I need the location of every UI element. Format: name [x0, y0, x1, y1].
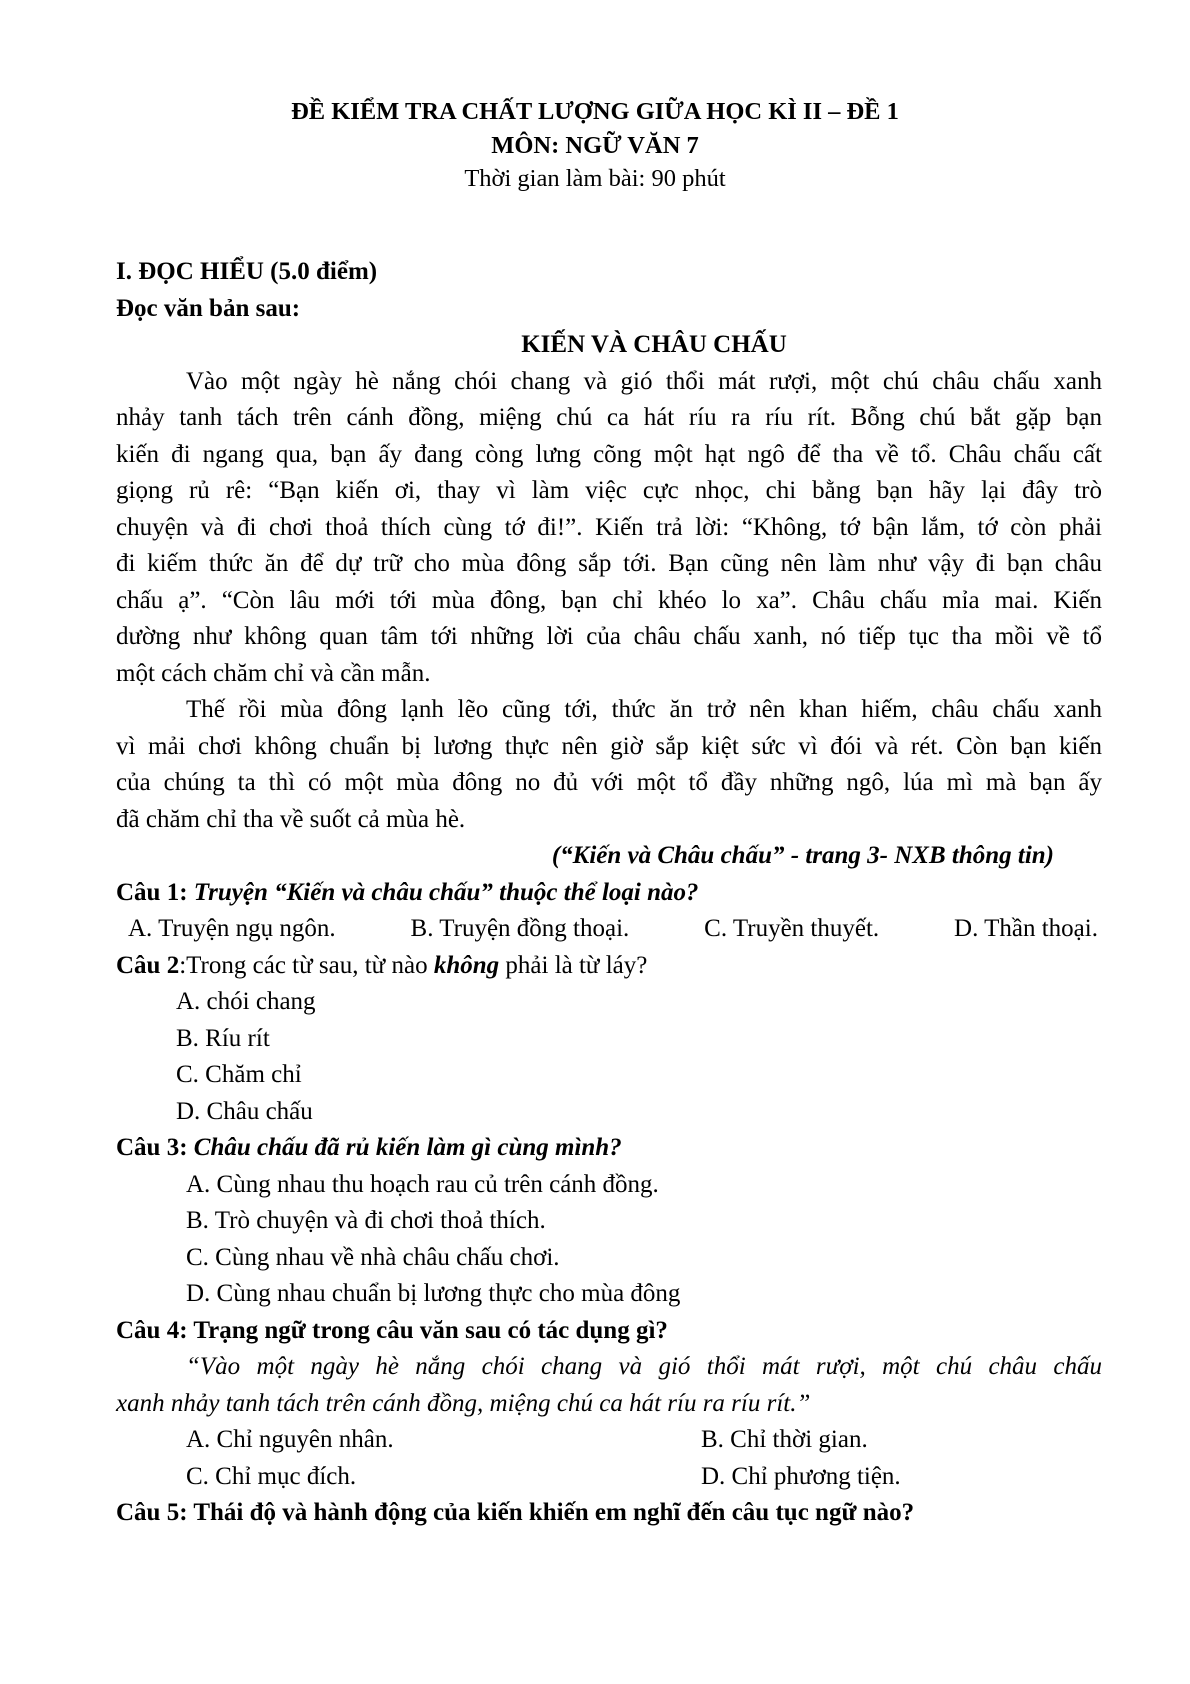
- question-2-text-after: phải là từ láy?: [499, 951, 648, 979]
- question-4-options-row-1: [116, 1422, 1102, 1459]
- question-2-label: Câu 2: [116, 951, 180, 979]
- question-1-label: Câu 1:: [116, 878, 188, 906]
- option-a: A. Cùng nhau thu hoạch rau củ trên cánh đồng.: [186, 1170, 659, 1198]
- question-5: Câu 5: Thái độ và hành động của kiến khiến em nghĩ đến câu tục ngữ nào?: [116, 1499, 915, 1526]
- option-a: A. chói chang: [176, 988, 316, 1015]
- question-2-emphasis: không: [433, 951, 500, 979]
- question-4-options-row-2: [116, 1459, 1102, 1496]
- option-c: C. Chỉ mục đích.: [186, 1462, 357, 1490]
- option-b: B. Trò chuyện và đi chơi thoả thích.: [186, 1207, 546, 1234]
- option-c: C. Truyền thuyết.: [704, 915, 880, 942]
- story-line: vì mải chơi không chuẩn bị lương thực nên giờ sắp kiệt sức vì đói và rét. Còn bạn kiến: [116, 732, 1102, 760]
- question-3-label: Câu 3:: [116, 1134, 188, 1161]
- exam-body: [116, 254, 1102, 1532]
- section-heading: I. ĐỌC HIỂU (5.0 điểm): [116, 258, 378, 285]
- exam-subject: MÔN: NGỮ VĂN 7: [491, 132, 699, 159]
- question-4-quote-line-1: “Vào một ngày hè nắng chói chang và gió thổi mát rượi, một chú châu chấu: [186, 1353, 1102, 1380]
- story-line: của chúng ta thì có một mùa đông no đủ với một tổ đầy những ngô, lúa mì mà bạn ấy: [116, 769, 1102, 796]
- story-line: một cách chăm chỉ và cần mẫn.: [116, 659, 431, 687]
- story-line: giọng rủ rê: “Bạn kiến ơi, thay vì làm việc cực nhọc, chi bằng bạn hãy lại đây trò: [116, 477, 1102, 504]
- option-b: B. Ríu rít: [176, 1024, 270, 1052]
- story-paragraph-2: [116, 692, 1102, 838]
- option-d: D. Châu chấu: [176, 1097, 313, 1125]
- question-2-options: [116, 984, 1102, 1130]
- question-1-options: [116, 911, 1102, 948]
- story-line: dường như không quan tâm tới những lời của châu chấu xanh, nó tiếp tục tha mồi về tổ: [116, 623, 1102, 650]
- story-line: chuyện và đi chơi thoả thích cùng tớ đi!”. Kiến trả lời: “Không, tớ bận lắm, tớ còn phải: [116, 513, 1102, 541]
- reading-instruction: Đọc văn bản sau:: [116, 294, 301, 322]
- question-3: [116, 1130, 1102, 1167]
- question-1-text: Truyện “Kiến và châu chấu” thuộc thể loại nào?: [187, 878, 699, 906]
- question-2: [116, 948, 1102, 985]
- option-d: D. Chỉ phương tiện.: [701, 1462, 901, 1490]
- question-4-quote-line-2: xanh nhảy tanh tách trên cánh đồng, miệng chú ca hát ríu ra ríu rít.”: [116, 1389, 811, 1417]
- story-line: nhảy tanh tách trên cánh đồng, miệng chú ca hát ríu ra ríu rít. Bỗng chú bắt gặp bạn: [116, 404, 1102, 431]
- question-3-options: [116, 1167, 1102, 1313]
- option-b: B. Truyện đồng thoại.: [410, 915, 630, 942]
- option-c: C. Cùng nhau về nhà châu chấu chơi.: [186, 1243, 560, 1271]
- option-d: D. Cùng nhau chuẩn bị lương thực cho mùa đông: [186, 1280, 681, 1307]
- question-3-text: Châu chấu đã rủ kiến làm gì cùng mình?: [187, 1134, 622, 1161]
- story-title: KIẾN VÀ CHÂU CHẤU: [521, 331, 787, 358]
- option-a: A. Chỉ nguyên nhân.: [186, 1426, 394, 1453]
- story-paragraph-1: [116, 364, 1102, 693]
- question-2-text-before: :Trong các từ sau, từ nào: [179, 951, 434, 979]
- exam-time: Thời gian làm bài: 90 phút: [464, 165, 726, 192]
- option-b: B. Chỉ thời gian.: [701, 1426, 868, 1453]
- story-line: đã chăm chỉ tha về suốt cả mùa hè.: [116, 805, 466, 833]
- story-source: (“Kiến và Châu chấu” - trang 3- NXB thông tin): [551, 842, 1054, 869]
- story-line: kiến đi ngang qua, bạn ấy đang còng lưng cõng một hạt ngô để tha về tổ. Châu chấu cất: [116, 440, 1102, 468]
- option-d: D. Thần thoại.: [954, 915, 1098, 942]
- story-line: Thế rồi mùa đông lạnh lẽo cũng tới, thức ăn trở nên khan hiếm, châu chấu xanh: [186, 696, 1102, 723]
- option-c: C. Chăm chỉ: [176, 1061, 302, 1088]
- question-1: [116, 875, 1102, 912]
- question-4: Câu 4: Trạng ngữ trong câu văn sau có tác dụng gì?: [116, 1316, 668, 1344]
- story-line: Vào một ngày hè nắng chói chang và gió thổi mát rượi, một chú châu chấu xanh: [186, 367, 1102, 395]
- exam-title: ĐỀ KIỂM TRA CHẤT LƯỢNG GIỮA HỌC KÌ II – ĐỀ 1: [291, 98, 899, 125]
- story-line: chấu ạ”. “Còn lâu mới tới mùa đông, bạn chỉ khéo lo xa”. Châu chấu mỉa mai. Kiến: [116, 586, 1102, 614]
- story-line: đi kiếm thức ăn để dự trữ cho mùa đông sắp tới. Bạn cũng nên làm như vậy đi bạn châu: [116, 550, 1102, 577]
- option-a: A. Truyện ngụ ngôn.: [128, 915, 336, 942]
